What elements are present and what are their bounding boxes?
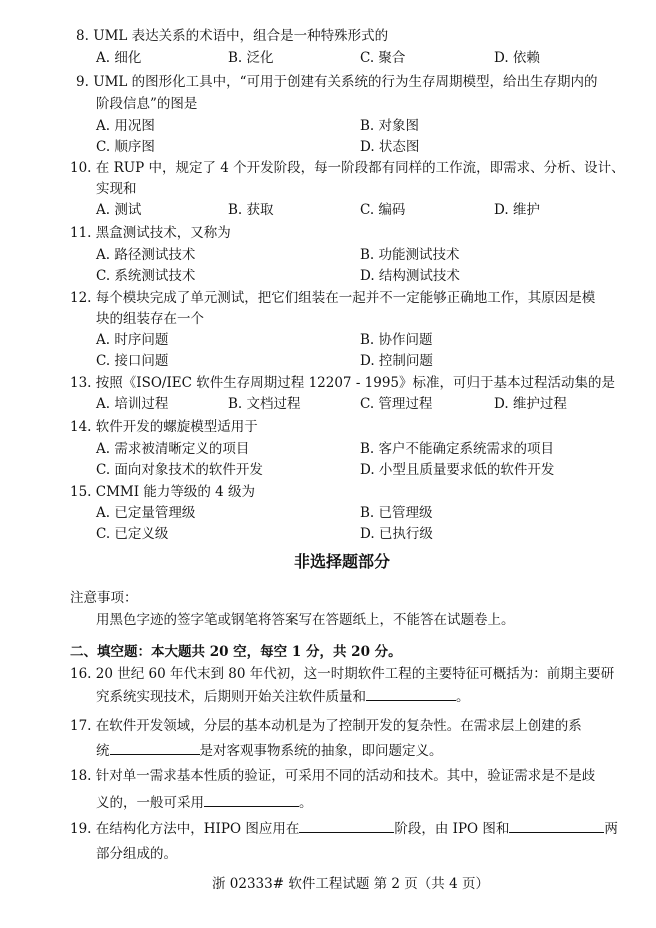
question-14-stem: 14. 软件开发的螺旋模型适用于 xyxy=(70,419,258,435)
page-footer: 浙 02333# 软件工程试题 第 2 页（共 4 页） xyxy=(212,876,489,892)
question-11-stem: 11. 黑盒测试技术，又称为 xyxy=(70,225,231,241)
option-10a: A. 测试 xyxy=(96,202,142,218)
question-19-stem: 19. 在结构化方法中，HIPO 图应用在 阶段，由 IPO 图和 两 xyxy=(70,821,618,837)
option-12b: B. 协作问题 xyxy=(360,332,433,348)
question-17-stem: 17. 在软件开发领域，分层的基本动机是为了控制开发的复杂性。在需求层上创建的系 xyxy=(70,718,582,734)
option-11d: D. 结构测试技术 xyxy=(360,268,460,284)
option-13c: C. 管理过程 xyxy=(360,396,433,412)
option-8a: A. 细化 xyxy=(96,50,142,66)
option-12c: C. 接口问题 xyxy=(96,353,169,369)
option-13a: A. 培训过程 xyxy=(96,396,169,412)
question-9-stem-cont: 阶段信息”的图是 xyxy=(96,96,198,112)
option-11a: A. 路径测试技术 xyxy=(96,247,196,263)
question-18-stem: 18. 针对单一需求基本性质的验证，可采用不同的活动和技术。其中，验证需求是不是歧 xyxy=(70,768,596,784)
option-15d: D. 已执行级 xyxy=(360,526,433,542)
option-9a: A. 用况图 xyxy=(96,118,155,134)
question-9-stem: 9. UML 的图形化工具中，“可用于创建有关系统的行为生存周期模型，给出生存期内的 xyxy=(76,74,598,90)
option-15a: A. 已定量管理级 xyxy=(96,505,196,521)
option-10d: D. 维护 xyxy=(494,202,540,218)
question-16-stem: 16. 20 世纪 60 年代末到 80 年代初，这一时期软件工程的主要特征可概括为：前期主要研 xyxy=(70,666,615,682)
option-9d: D. 状态图 xyxy=(360,139,420,155)
question-18-stem-cont: 义的，一般可采用 。 xyxy=(96,795,313,811)
question-15-stem: 15. CMMI 能力等级的 4 级为 xyxy=(70,484,256,500)
option-13b: B. 文档过程 xyxy=(228,396,301,412)
option-14b: B. 客户不能确定系统需求的项目 xyxy=(360,441,555,457)
question-10-stem-cont: 实现和 xyxy=(96,181,137,197)
option-13d: D. 维护过程 xyxy=(494,396,567,412)
option-11c: C. 系统测试技术 xyxy=(96,268,196,284)
option-12d: D. 控制问题 xyxy=(360,353,433,369)
question-17-stem-cont: 统 是对客观事物系统的抽象，即问题定义。 xyxy=(96,743,443,759)
question-16-stem-cont: 究系统实现技术，后期则开始关注软件质量和 。 xyxy=(96,689,470,705)
answer-blank-16[interactable] xyxy=(366,688,456,701)
option-10c: C. 编码 xyxy=(360,202,406,218)
question-10-stem: 10. 在 RUP 中，规定了 4 个开发阶段，每一阶段都有同样的工作流，即需求、分析、设计、 xyxy=(70,160,625,176)
notice-text: 用黑色字迹的签字笔或钢笔将答案写在答题纸上，不能答在试题卷上。 xyxy=(96,612,515,628)
option-11b: B. 功能测试技术 xyxy=(360,247,460,263)
answer-blank-19b[interactable] xyxy=(509,820,604,833)
notice-title: 注意事项： xyxy=(70,590,138,606)
option-15c: C. 已定义级 xyxy=(96,526,169,542)
option-8c: C. 聚合 xyxy=(360,50,406,66)
answer-blank-17[interactable] xyxy=(110,742,200,755)
option-9b: B. 对象图 xyxy=(360,118,420,134)
question-8-stem: 8. UML 表达关系的术语中，组合是一种特殊形式的 xyxy=(76,28,389,44)
option-9c: C. 顺序图 xyxy=(96,139,155,155)
option-8d: D. 依赖 xyxy=(494,50,540,66)
answer-blank-19a[interactable] xyxy=(299,820,394,833)
option-14a: A. 需求被清晰定义的项目 xyxy=(96,441,250,457)
option-12a: A. 时序问题 xyxy=(96,332,169,348)
question-12-stem: 12. 每个模块完成了单元测试，把它们组装在一起并不一定能够正确地工作，其原因是模 xyxy=(70,290,596,306)
fill-section-header: 二、填空题：本大题共 20 空，每空 1 分，共 20 分。 xyxy=(70,644,402,660)
option-10b: B. 获取 xyxy=(228,202,274,218)
option-8b: B. 泛化 xyxy=(228,50,274,66)
section-title: 非选择题部分 xyxy=(294,552,391,571)
question-19-stem-cont: 部分组成的。 xyxy=(96,846,177,862)
option-14c: C. 面向对象技术的软件开发 xyxy=(96,462,263,478)
question-12-stem-cont: 块的组装存在一个 xyxy=(96,311,204,327)
option-14d: D. 小型且质量要求低的软件开发 xyxy=(360,462,555,478)
answer-blank-18[interactable] xyxy=(204,794,299,807)
question-13-stem: 13. 按照《ISO/IEC 软件生存周期过程 12207 - 1995》标准，可归于基本过程活动集的是 xyxy=(70,375,616,391)
option-15b: B. 已管理级 xyxy=(360,505,433,521)
